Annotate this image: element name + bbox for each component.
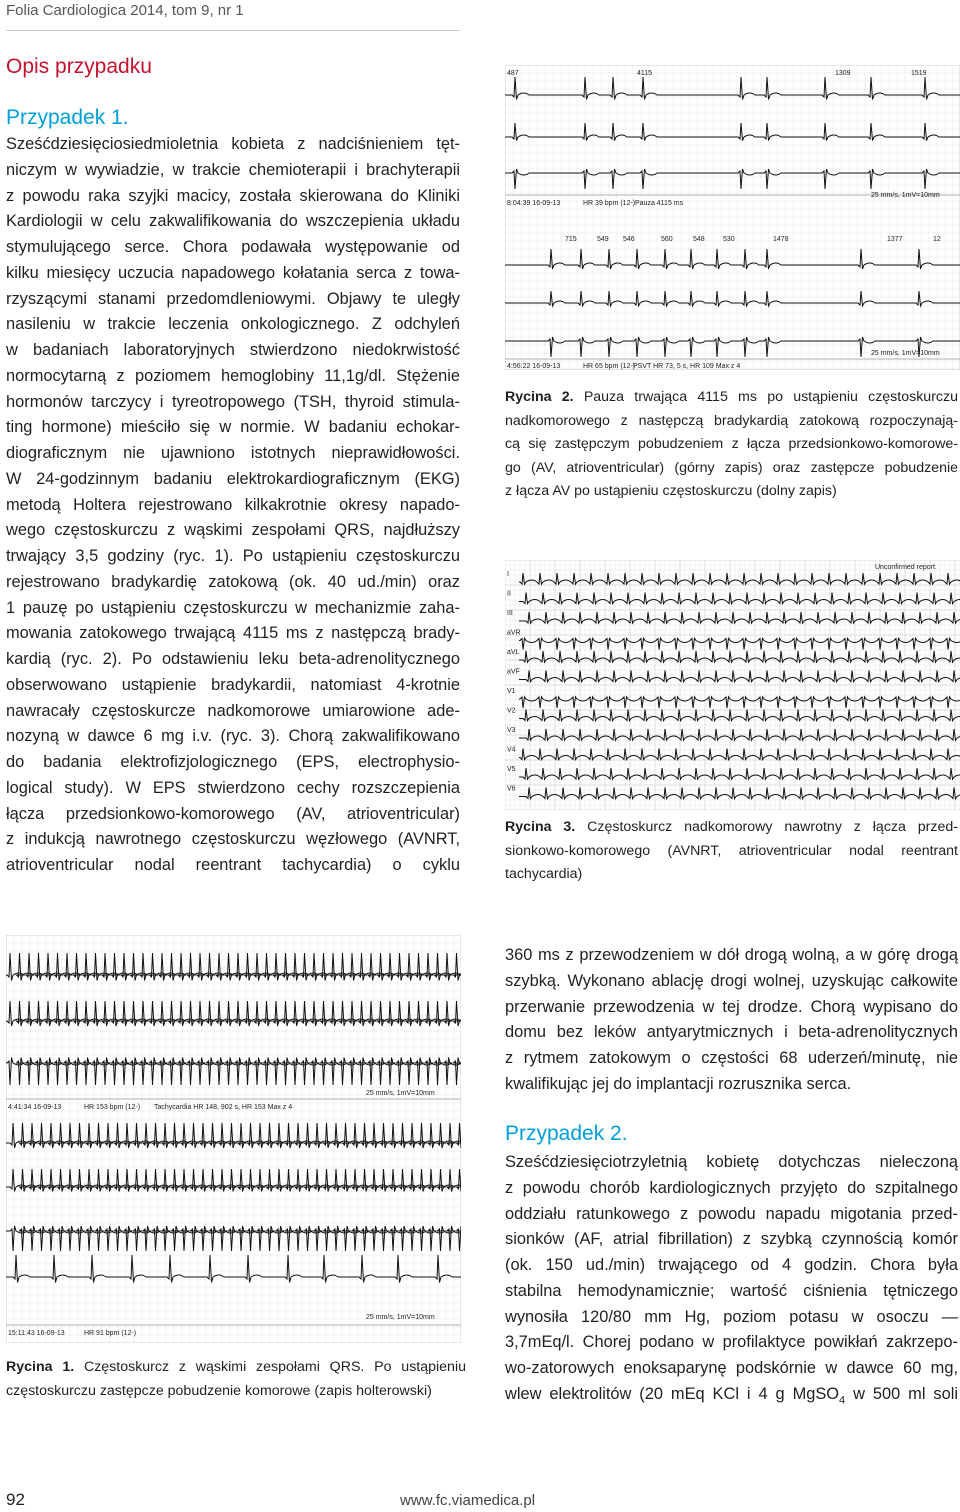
ecg-annotation: HR 65 bpm (12-) <box>583 363 636 370</box>
ecg-annotation: 487 <box>507 70 519 77</box>
ecg-trace <box>6 1255 461 1283</box>
ecg-annotation: PSVT HR 73, 5 s, HR 109 Max z 4 <box>633 363 741 370</box>
caption-text: go (AV, atrioventricular) (górny zapis) oraz zastępcze pobudzenie <box>505 459 958 476</box>
caption-line <box>505 457 958 481</box>
text-line: nawracały częstoskurcze nadkomorowe umiarowione ade- <box>6 701 460 720</box>
caption-line <box>505 433 958 457</box>
text-line: przerwanie przewodzenia w tej drodze. Chorą wypisano do <box>505 997 958 1016</box>
case2-title: Przypadek 2. <box>505 1122 628 1145</box>
text-line: domu bez leków antyarytmicznych i beta-adrenolitycznych <box>505 1023 958 1042</box>
lead-label: III <box>507 610 513 617</box>
text-line: niczym w wywiadzie, w trakcie chemioterapii i brachyterapii <box>6 160 460 179</box>
ecg-interval-label: 715 <box>565 236 577 243</box>
section-title: Opis przypadku <box>6 55 152 78</box>
ecg-interval-label: 549 <box>597 236 609 243</box>
ecg-annotation: Tachycardia HR 148, 902 s, HR 153 Max z 4 <box>154 1104 293 1111</box>
ecg-annotation: HR 91 bpm (12-) <box>84 1330 137 1337</box>
text-line: stabilna hemodynamicznie; wartość ciśnienia tętniczego <box>505 1281 958 1300</box>
ecg-trace <box>505 123 960 141</box>
figure-label: Rycina 3. <box>505 819 576 835</box>
text-line: wo-zatorowych enoksaparynę podskórnie w dawce 60 mg, <box>505 1359 958 1377</box>
text-segment: w 500 ml soli <box>845 1384 958 1403</box>
lead-label: V1 <box>507 688 516 695</box>
text-line: 360 ms z przewodzeniem w dół drogą wolną, a w górę drogą <box>505 946 958 964</box>
text-line: rzyszącymi stanami przedomdleniowymi. Objawy te uległy <box>6 289 460 308</box>
ecg-frame <box>505 65 960 370</box>
case1-title: Przypadek 1. <box>6 106 129 129</box>
lead-label: V5 <box>507 766 516 773</box>
figure2-ecg <box>505 65 960 370</box>
journal-header: Folia Cardiologica 2014, tom 9, nr 1 <box>6 2 244 19</box>
page-number: 92 <box>6 1490 25 1509</box>
text-line: rejestrowano bradykardię zatokową (ok. 40 ud./min) oraz <box>6 572 460 591</box>
ecg-trace <box>505 291 960 306</box>
ecg-trace <box>505 77 960 100</box>
caption-line <box>505 863 958 887</box>
text-line: z rytmem zatokowym o częstości 68 uderzeń/minutę, nie <box>505 1049 958 1067</box>
caption-line <box>505 386 958 410</box>
ecg-trace <box>505 249 960 269</box>
text-line: wynosiła 120/80 mm Hg, poziom potasu w osoczu — <box>505 1307 958 1326</box>
text-line: oddziału ratunkowego z powodu napadu migotania przed- <box>505 1204 958 1223</box>
text-line: Kardiologii w celu zakwalifikowania do wszczepienia układu <box>6 212 460 231</box>
text-line: mowania zatokowego trwającą 4115 ms z następczą brady- <box>6 624 460 643</box>
caption-text: sionkowo-komorowego (AVNRT, atrioventricular nodal reentrant <box>505 842 958 859</box>
figure2-caption <box>505 386 958 504</box>
text-line: nasileniu w trakcie leczenia onkologicznego. Z odchyleń <box>6 315 460 334</box>
ecg-annotation: 25 mm/s, 1mV=10mm <box>871 192 940 199</box>
figure1-ecg <box>6 935 461 1343</box>
ecg-trace <box>6 1169 461 1192</box>
caption-text: cą się zastępczym pobudzeniem z łącza przedsionkowo-komorowe- <box>505 436 958 452</box>
caption-text: tachycardia) <box>505 866 583 882</box>
text-line: kilku miesięcy uczucia napadowego kołatania serca z towa- <box>6 263 460 282</box>
header-rule <box>6 30 460 31</box>
ecg-trace <box>6 1001 461 1026</box>
caption-text: z łącza AV po ustąpieniu częstoskurczu (dolny zapis) <box>505 483 837 499</box>
ecg-interval-label: 548 <box>693 236 705 243</box>
ecg-grid <box>505 65 960 370</box>
caption-line <box>505 816 958 840</box>
case1-body <box>6 132 460 879</box>
ecg-interval-label: 546 <box>623 236 635 243</box>
text-line: logical study). W EPS stwierdzono cechy rozszczepienia <box>6 778 460 797</box>
text-segment: wlew elektrolitów (20 mEq KCl i 4 g MgSO <box>505 1384 840 1403</box>
text-line: atrioventricular nodal reentrant tachycardia) o cyklu <box>6 856 460 874</box>
ecg-interval-label: 12 <box>933 236 941 243</box>
caption-text: częstoskurczu zastępcze pobudzenie komorowe (zapis holterowski) <box>6 1382 432 1399</box>
text-line: z powodu raka szyjki macicy, została skierowana do Kliniki <box>6 186 460 205</box>
figure-label: Rycina 2. <box>505 389 574 405</box>
lead-label: aVL <box>507 649 520 656</box>
text-line: wego częstoskurczu z wąskimi zespołami QRS, najdłuższy <box>6 521 460 540</box>
text-line: ting hormone) mieściło się w normie. W badaniu echokar- <box>6 418 460 437</box>
text-line: (ok. 150 ud./min) trwającego od 4 godzin. Chora była <box>505 1256 958 1274</box>
figure3-caption <box>505 816 958 887</box>
lead-label: aVR <box>507 629 521 637</box>
ecg-annotation: 1309 <box>835 70 851 77</box>
text-line: szybką. Wykonano ablację drogi wolnej, uzyskując całkowite <box>505 971 958 990</box>
ecg-interval-label: 530 <box>723 236 735 243</box>
caption-text: Częstoskurcz z wąskimi zespołami QRS. Po ustąpieniu <box>74 1359 466 1375</box>
caption-text: nadkomorowego z następczą bradykardią zatokową rozpoczynają- <box>505 412 958 429</box>
ecg-annotation: 25 mm/s, 1mV=10mm <box>366 1090 435 1097</box>
caption-line <box>6 1380 466 1404</box>
ecg-annotation: 25 mm/s, 1mV=10mm <box>366 1314 435 1321</box>
text-line: hormonów tarczycy i tyreotropowego (TSH, thyroid stimula- <box>6 392 460 411</box>
ecg-annotation: 4:56:22 16-09-13 <box>507 363 561 370</box>
text-line: w badaniach laboratoryjnych stwierdzono niedokrwistość <box>6 341 460 359</box>
caption-text: Częstoskurcz nadkomorowy nawrotny z łącza przed- <box>575 819 958 835</box>
text-line: metodą Holtera rejestrowano kilkakrotnie okresy napado- <box>6 495 460 514</box>
ecg-annotation: 1519 <box>911 70 927 77</box>
text-line: W 24-godzinnym badaniu elektrokardiograficznym (EKG) <box>6 469 460 488</box>
ecg-annotation: Unconfirmed report. <box>875 564 937 571</box>
ecg-annotation: 4115 <box>637 70 653 77</box>
ecg-interval-label: 1377 <box>887 236 903 243</box>
journal-url: www.fc.viamedica.pl <box>400 1492 536 1509</box>
text-line: diograficznym nie ujawniono istotnych nieprawidłowości. <box>6 444 460 462</box>
text-line: Sześćdziesięciosiedmioletnia kobieta z nadciśnieniem tęt- <box>6 135 460 153</box>
caption-line <box>505 840 958 864</box>
caption-text: Pauza trwająca 4115 ms po ustąpieniu częstoskurczu <box>573 389 958 405</box>
text-line <box>505 1382 958 1414</box>
text-line: stymulującego serce. Chora podawała występowanie od <box>6 238 460 256</box>
text-line: obserwowano ustąpienie bradykardii, natomiast 4-krotnie <box>6 675 460 694</box>
text-line: z powodu chorób kardiologicznych przyjęto do szpitalnego <box>505 1178 958 1197</box>
text-line: sionków (AF, atrial fibrillation) z szybką czynnością komór <box>505 1230 958 1249</box>
ecg-annotation: 15:11:43 16-09-13 <box>8 1330 65 1337</box>
figure-label: Rycina 1. <box>6 1359 75 1375</box>
ecg-interval-label: 1478 <box>773 236 789 243</box>
figure1-caption <box>6 1356 466 1403</box>
text-line: łącza przedsionkowo-komorowego (AV, atrioventricular) <box>6 804 460 823</box>
lead-label: aVF <box>507 668 520 676</box>
caption-line <box>6 1356 466 1380</box>
text-line: kardią (ryc. 2). Po odstawieniu leku beta-adrenolitycznego <box>6 650 460 668</box>
ecg-annotation: 8:04:39 16-09-13 <box>507 200 561 207</box>
figure3-ecg <box>505 560 960 810</box>
ecg-annotation: HR 153 bpm (12-) <box>84 1104 141 1111</box>
text-line: normocytarną z poziomem hemoglobiny 11,1g/dl. Stężenie <box>6 366 460 385</box>
caption-line <box>505 410 958 434</box>
text-line: 1 pauzę po ustąpieniu częstoskurczu w mechanizmie zaha- <box>6 598 460 617</box>
text-line: z indukcją nawrotnego częstoskurczu węzłowego (AVNRT, <box>6 830 460 849</box>
text-line: nozyną w dawce 6 mg i.v. (ryc. 3). Chorą zakwalifikowano <box>6 727 460 746</box>
ecg-annotation: HR 39 bpm (12-) <box>583 200 636 207</box>
ecg-annotation: Pauza 4115 ms <box>635 200 684 207</box>
lead-label: I <box>507 571 509 578</box>
ecg-annotation: 25 mm/s, 1mV=10mm <box>871 350 940 357</box>
ecg-trace <box>505 169 960 189</box>
lead-label: V4 <box>507 746 516 754</box>
caption-line <box>505 480 958 504</box>
text-line: kwalifikując jej do implantacji rozrusznika serca. <box>505 1074 852 1093</box>
text-line: Sześćdziesięciotrzyletnią kobietę dotychczas nieleczoną <box>505 1153 958 1171</box>
lead-label: V3 <box>507 727 516 734</box>
subscript: 4 <box>839 1394 846 1407</box>
lead-label: V6 <box>507 785 516 793</box>
text-line: 3,7mEq/l. Chorej podano w profilaktyce powikłań zakrzepo- <box>505 1333 958 1352</box>
lead-label: II <box>507 590 511 598</box>
text-line: trwający 3,5 godziny (ryc. 1). Po ustąpieniu częstoskurczu <box>6 547 460 565</box>
case1-continuation <box>505 943 958 1098</box>
lead-label: V2 <box>507 707 516 715</box>
case2-body <box>505 1150 958 1414</box>
text-line: do badania elektrofizjologicznego (EPS, electrophysio- <box>6 753 460 771</box>
ecg-interval-label: 560 <box>661 236 673 243</box>
ecg-annotation: 4:41:34 16-09-13 <box>8 1104 62 1111</box>
